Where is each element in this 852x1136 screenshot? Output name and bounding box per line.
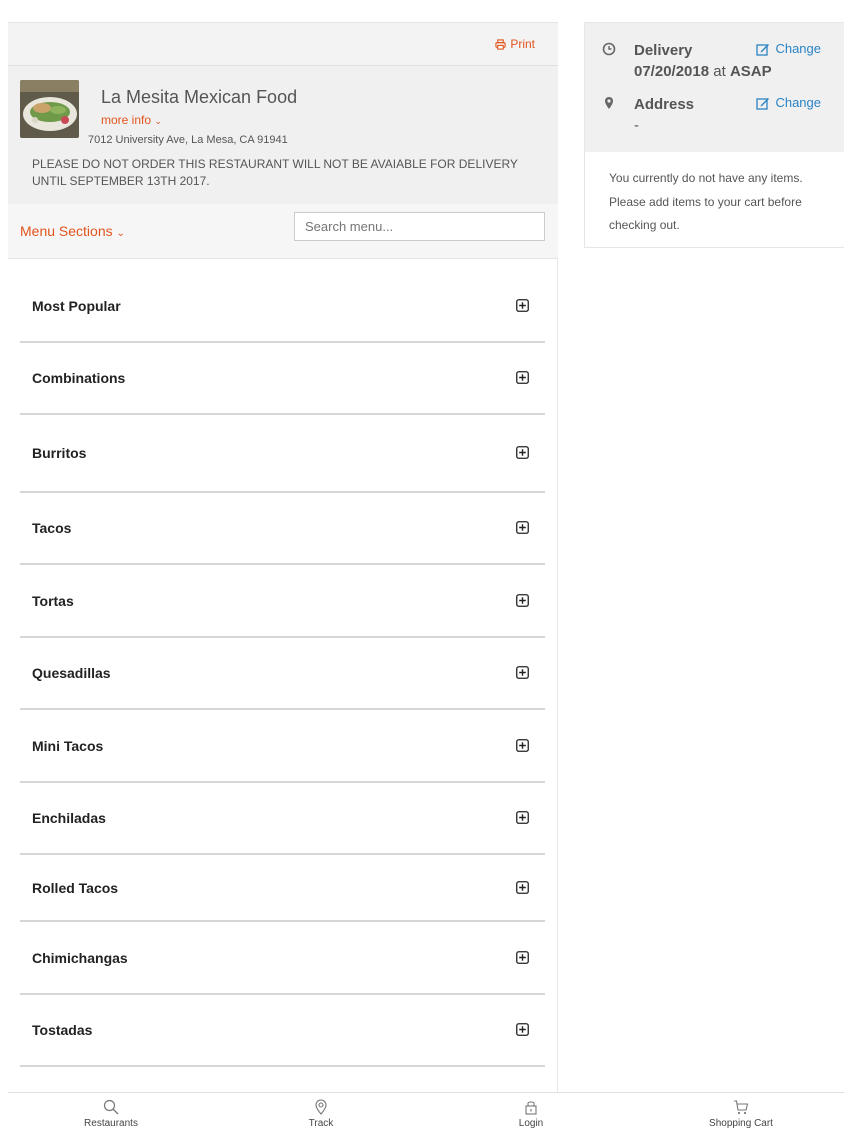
map-marker-icon	[602, 96, 616, 110]
expand-plus-icon[interactable]	[516, 739, 529, 752]
menu-section-label: Chimichangas	[32, 950, 128, 966]
menu-section-label: Tostadas	[32, 1022, 93, 1038]
change-address-button[interactable]	[756, 95, 821, 110]
menu-section-label: Mini Tacos	[32, 738, 104, 754]
order-panel	[584, 22, 844, 248]
expand-plus-icon[interactable]	[516, 811, 529, 824]
menu-section-label: Enchiladas	[32, 810, 106, 826]
menu-section-row[interactable]	[20, 922, 545, 995]
nav-shopping-cart[interactable]	[691, 1099, 791, 1129]
menu-section-row[interactable]	[20, 270, 545, 343]
expand-plus-icon[interactable]	[516, 594, 529, 607]
expand-plus-icon[interactable]	[516, 299, 529, 312]
expand-plus-icon[interactable]	[516, 371, 529, 384]
restaurant-info	[8, 66, 558, 204]
address-value: -	[634, 117, 639, 134]
delivery-at: at	[713, 63, 726, 80]
menu-sections-label: Menu Sections	[20, 223, 113, 239]
change-delivery-label: Change	[775, 41, 821, 56]
print-button[interactable]	[495, 37, 535, 51]
menu-section-label: Combinations	[32, 370, 126, 386]
delivery-asap: ASAP	[729, 63, 772, 80]
chevron-down-icon: ⌄	[154, 116, 162, 126]
expand-plus-icon[interactable]	[516, 521, 529, 534]
menu-section-label: Tacos	[32, 520, 72, 536]
restaurant-photo	[20, 80, 79, 138]
menu-section-row[interactable]	[20, 415, 545, 493]
empty-cart-message: You currently do not have any items. Please add items to your cart before checking out.	[609, 171, 803, 232]
nav-track-label: Track	[308, 1118, 334, 1129]
print-bar	[8, 22, 558, 66]
map-marker-icon	[313, 1099, 329, 1115]
menu-section-label: Most Popular	[32, 298, 121, 314]
print-label: Print	[510, 37, 535, 51]
expand-plus-icon[interactable]	[516, 666, 529, 679]
change-delivery-button[interactable]	[756, 41, 821, 56]
menu-section-label: Tortas	[32, 593, 74, 609]
edit-icon	[756, 96, 770, 110]
menu-section-row[interactable]	[20, 855, 545, 922]
menu-section-label: Burritos	[32, 445, 87, 461]
bottom-navigation	[8, 1092, 844, 1136]
expand-plus-icon[interactable]	[516, 446, 529, 459]
nav-track[interactable]	[271, 1099, 371, 1129]
restaurant-notice: PLEASE DO NOT ORDER THIS RESTAURANT WILL NOT BE AVAIABLE FOR DELIVERY UNTIL SEPTEMBER 13TH 2017.	[32, 157, 518, 188]
menu-section-row[interactable]	[20, 638, 545, 710]
expand-plus-icon[interactable]	[516, 881, 529, 894]
chevron-down-icon: ⌄	[116, 228, 125, 239]
menu-section-label: Quesadillas	[32, 665, 111, 681]
menu-section-row[interactable]	[20, 493, 545, 565]
change-address-label: Change	[775, 95, 821, 110]
nav-shopping-cart-label: Shopping Cart	[709, 1118, 773, 1129]
print-icon	[495, 39, 506, 50]
clock-icon	[602, 42, 616, 56]
menu-section-row[interactable]	[20, 995, 545, 1067]
order-details	[585, 23, 844, 152]
more-info-label: more info	[101, 113, 152, 127]
address-label: Address	[634, 96, 695, 113]
nav-restaurants-label: Restaurants	[84, 1118, 138, 1129]
menu-section-label: Rolled Tacos	[32, 880, 119, 896]
delivery-time	[634, 63, 772, 80]
lock-icon	[523, 1099, 539, 1115]
expand-plus-icon[interactable]	[516, 1023, 529, 1036]
delivery-label: Delivery	[634, 42, 693, 59]
restaurant-address: 7012 University Ave, La Mesa, CA 91941	[88, 134, 288, 146]
search-icon	[103, 1099, 119, 1115]
menu-sections-dropdown[interactable]	[20, 223, 125, 239]
nav-login[interactable]	[481, 1099, 581, 1129]
expand-plus-icon[interactable]	[516, 951, 529, 964]
menu-section-row[interactable]	[20, 343, 545, 415]
search-menu-input[interactable]	[294, 212, 545, 241]
menu-panel	[8, 22, 558, 1092]
cart-icon	[733, 1099, 749, 1115]
more-info-link[interactable]	[101, 113, 162, 127]
menu-section-row[interactable]	[20, 710, 545, 783]
menu-section-row[interactable]	[20, 566, 545, 638]
menu-section-row[interactable]	[20, 783, 545, 855]
nav-login-label: Login	[518, 1118, 544, 1129]
edit-icon	[756, 42, 770, 56]
restaurant-name: La Mesita Mexican Food	[101, 87, 298, 107]
nav-restaurants[interactable]	[61, 1099, 161, 1129]
delivery-date: 07/20/2018	[634, 63, 710, 80]
menu-toolbar	[8, 204, 558, 259]
